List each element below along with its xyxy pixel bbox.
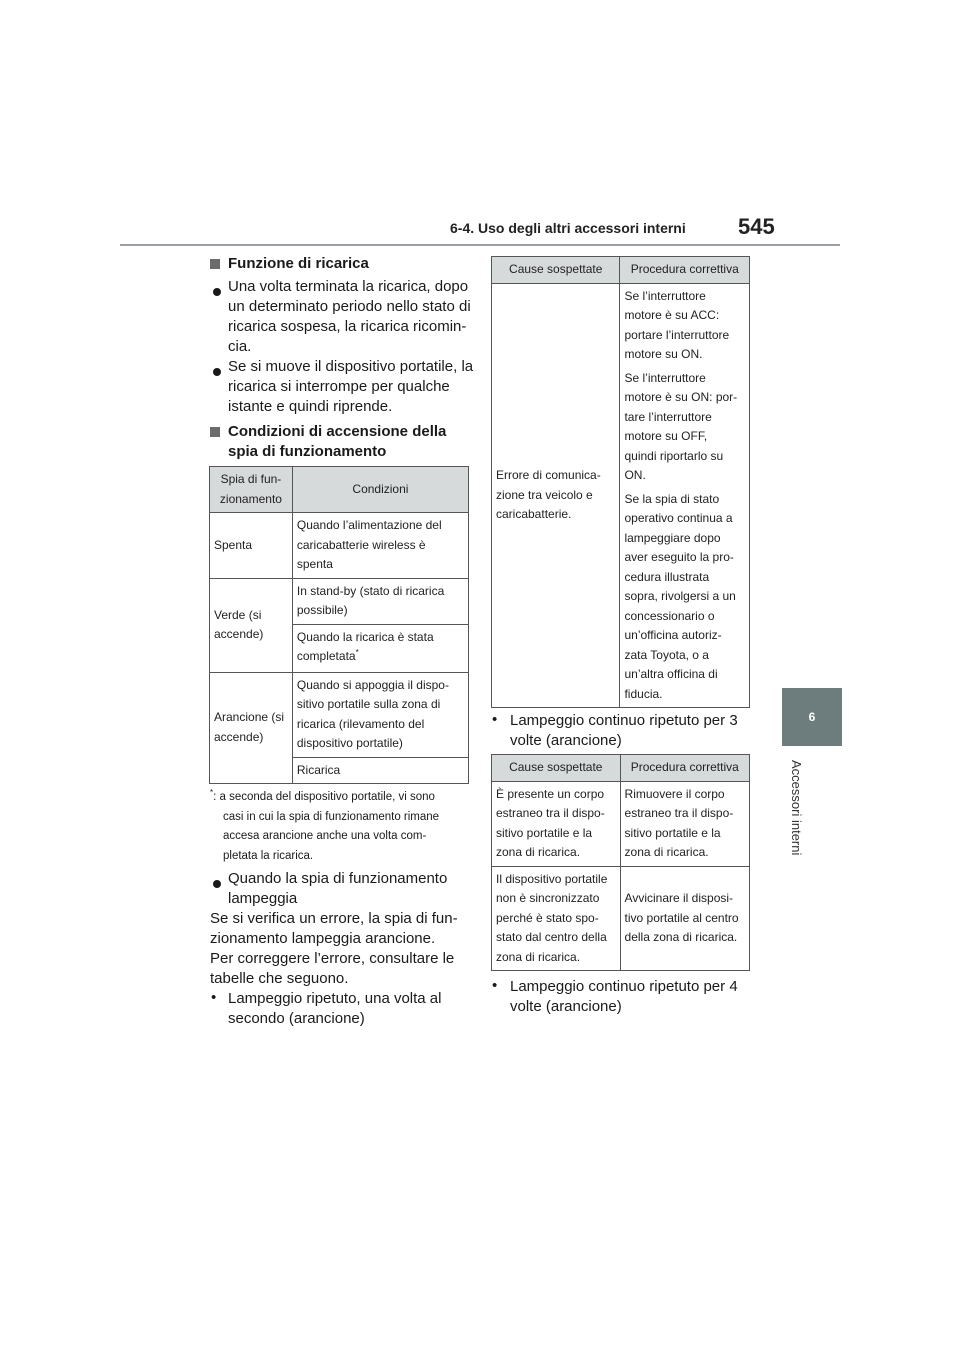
- text-line: zata Toyota, o a: [624, 647, 709, 662]
- text-line: [210, 788, 470, 808]
- table-cell: [210, 672, 293, 784]
- text-line: casi in cui la spia di funzionamento rimane: [223, 810, 440, 823]
- bullet-icon: [213, 880, 221, 888]
- heading-funzione-ricarica: Funzione di ricarica: [228, 255, 369, 272]
- text-line: volte (arancione): [510, 998, 622, 1015]
- text-line: Lampeggio ripetuto, una volta al: [228, 990, 442, 1007]
- text-line: accende): [214, 729, 264, 744]
- page-number: 545: [738, 214, 775, 239]
- table-cell: [620, 866, 749, 971]
- bullet-icon: [213, 288, 221, 296]
- sub-bullet-icon: •: [492, 711, 498, 728]
- table-header: Procedura correttiva: [620, 755, 749, 782]
- text-line: Se la spia di stato: [624, 491, 720, 506]
- text-line: spia di funzionamento: [228, 443, 387, 460]
- text-line: Quando l’alimentazione del: [296, 518, 442, 532]
- text-line: possibile): [296, 603, 348, 617]
- text-line: zona di ricarica.: [624, 845, 709, 859]
- table-header: Cause sospettate: [492, 257, 620, 284]
- table-cell: [492, 781, 621, 866]
- text-line: Il dispositivo portatile: [496, 871, 608, 886]
- text-line: concessionario o: [624, 608, 715, 623]
- section-title: 6-4. Uso degli altri accessori interni: [450, 220, 686, 236]
- text-line: È presente un corpo: [496, 786, 605, 801]
- text-line: Se l’interruttore: [624, 288, 706, 303]
- text-line: motore su ON.: [624, 347, 703, 361]
- text-line: ricarica si interrompe per qualche: [228, 378, 450, 395]
- text-line: sitivo portatile e la: [624, 825, 721, 840]
- text-line: estraneo tra il dispo-: [624, 806, 734, 820]
- text-line: zona di ricarica.: [496, 949, 581, 964]
- text-line: aver eseguito la pro-: [624, 550, 734, 564]
- text-line: Avvicinare il disposi-: [624, 891, 734, 905]
- footnote-mark: *: [210, 788, 214, 798]
- text-line: ricarica (rilevamento del: [296, 716, 425, 731]
- text-line: operativo continua a: [624, 511, 733, 525]
- text-line: spenta: [296, 557, 333, 571]
- text-line: sitivo portatile e la: [496, 825, 593, 840]
- error-table-1: [491, 256, 750, 708]
- text-fragment: completata: [296, 649, 356, 663]
- table-cell: [620, 283, 750, 708]
- text-line: zionamento lampeggia arancione.: [210, 930, 436, 947]
- section-marker-icon: [210, 427, 220, 437]
- sub-bullet-text: [228, 989, 441, 1029]
- text-line: volte (arancione): [510, 732, 622, 749]
- text-line: portare l’interruttore: [624, 327, 730, 342]
- text-line: Verde (si: [214, 607, 262, 622]
- text-line: fiducia.: [624, 686, 663, 701]
- text-line: Errore di comunica-: [496, 468, 601, 482]
- text-line: quindi riportarlo su: [624, 448, 724, 463]
- chapter-label-text: Accessori interni: [789, 760, 804, 856]
- text-line: della zona di ricarica.: [624, 930, 738, 944]
- chapter-label: [788, 760, 804, 870]
- text-line: dispositivo portatile): [296, 736, 403, 750]
- text-line: stato dal centro della: [496, 930, 607, 944]
- text-line: Rimuovere il corpo: [624, 786, 725, 801]
- text-line: un determinato periodo nello stato di: [228, 298, 471, 315]
- text-line: Per correggere l’errore, consultare le: [210, 950, 455, 967]
- footnote: [210, 788, 470, 866]
- text-line: Una volta terminata la ricarica, dopo: [228, 278, 469, 295]
- text-line: In stand-by (stato di ricarica: [296, 583, 445, 598]
- table-cell: [292, 624, 468, 672]
- text-line: Lampeggio continuo ripetuto per 4: [510, 978, 738, 995]
- table-cell: [492, 283, 620, 708]
- text-line: tare l’interruttore: [624, 409, 712, 424]
- text-line: sitivo portatile sulla zona di: [296, 697, 441, 711]
- text-line: tivo portatile al centro: [624, 910, 739, 925]
- text-line: tabelle che seguono.: [210, 970, 349, 987]
- text-line: cia.: [228, 338, 252, 355]
- header-rule: [120, 244, 840, 246]
- table-cell: [492, 866, 621, 971]
- text-line: non è sincronizzato: [496, 891, 600, 905]
- bullet-text: [228, 869, 447, 909]
- text-line: sopra, rivolgersi a un: [624, 589, 736, 603]
- text-line: cedura illustrata: [624, 569, 710, 584]
- text-line: ricarica sospesa, la ricarica ricomin-: [228, 318, 467, 335]
- text-line: Se si muove il dispositivo portatile, la: [228, 358, 474, 375]
- text-line: lampeggiare dopo: [624, 530, 721, 545]
- text-line: istante e quindi riprende.: [228, 398, 393, 415]
- table-cell: [292, 578, 468, 624]
- table-cell: [620, 781, 749, 866]
- text-line: Lampeggio continuo ripetuto per 3: [510, 712, 738, 729]
- bullet-icon: [213, 368, 221, 376]
- table-header: Procedura correttiva: [620, 257, 750, 284]
- text-fragment: : a seconda del dispositivo portatile, vi sono: [213, 791, 435, 803]
- text-line: un’officina autoriz-: [624, 628, 722, 642]
- sub-bullet-text: [510, 711, 738, 751]
- text-line: Quando la ricarica è stata: [296, 629, 434, 644]
- bullet-text: [228, 357, 473, 417]
- text-line: Quando la spia di funzionamento: [228, 870, 448, 887]
- table-cell: [292, 513, 468, 579]
- text-line: Spia di fun-: [220, 472, 282, 486]
- sub-bullet-icon: •: [211, 989, 217, 1006]
- chapter-tab: 6: [782, 688, 842, 746]
- text-line: Quando si appoggia il dispo-: [296, 677, 449, 692]
- text-line: pletata la ricarica.: [223, 849, 314, 862]
- text-line: [297, 647, 464, 667]
- text-line: caricabatterie.: [496, 507, 572, 521]
- footnote-mark: *: [355, 648, 359, 657]
- status-light-table: [209, 466, 469, 784]
- section-marker-icon: [210, 259, 220, 269]
- heading-condizioni: [228, 422, 446, 462]
- text-line: ON.: [624, 468, 646, 482]
- table-cell: Ricarica: [292, 757, 468, 784]
- table-cell: [292, 672, 468, 757]
- text-line: perché è stato spo-: [496, 910, 599, 925]
- error-table-2: [491, 754, 750, 971]
- table-cell: [210, 578, 293, 672]
- table-cell: Spenta: [210, 513, 293, 579]
- text-line: Se si verifica un errore, la spia di fun-: [210, 910, 458, 927]
- text-line: estraneo tra il dispo-: [496, 806, 605, 820]
- paragraph: [210, 909, 458, 989]
- sub-bullet-icon: •: [492, 977, 498, 994]
- sub-bullet-text: [510, 977, 738, 1017]
- text-line: Se l’interruttore: [624, 370, 706, 385]
- table-header: [210, 467, 293, 513]
- text-line: motore è su ON: por-: [624, 390, 738, 404]
- text-line: secondo (arancione): [228, 1010, 365, 1027]
- text-line: caricabatterie wireless è: [296, 537, 426, 552]
- table-header: Cause sospettate: [492, 755, 621, 782]
- text-line: zona di ricarica.: [496, 845, 581, 859]
- text-line: Condizioni di accensione della: [228, 423, 447, 440]
- table-header: Condizioni: [292, 467, 468, 513]
- text-line: un’altra officina di: [624, 667, 718, 681]
- text-line: accesa arancione anche una volta com-: [223, 830, 427, 842]
- text-line: motore su OFF,: [624, 429, 708, 443]
- text-line: zione tra veicolo e: [496, 487, 593, 502]
- text-line: motore è su ACC:: [624, 308, 720, 322]
- text-line: accende): [214, 627, 264, 641]
- bullet-text: [228, 277, 471, 357]
- text-line: Arancione (si: [214, 710, 285, 725]
- text-line: zionamento: [219, 491, 282, 506]
- text-line: lampeggia: [228, 890, 298, 907]
